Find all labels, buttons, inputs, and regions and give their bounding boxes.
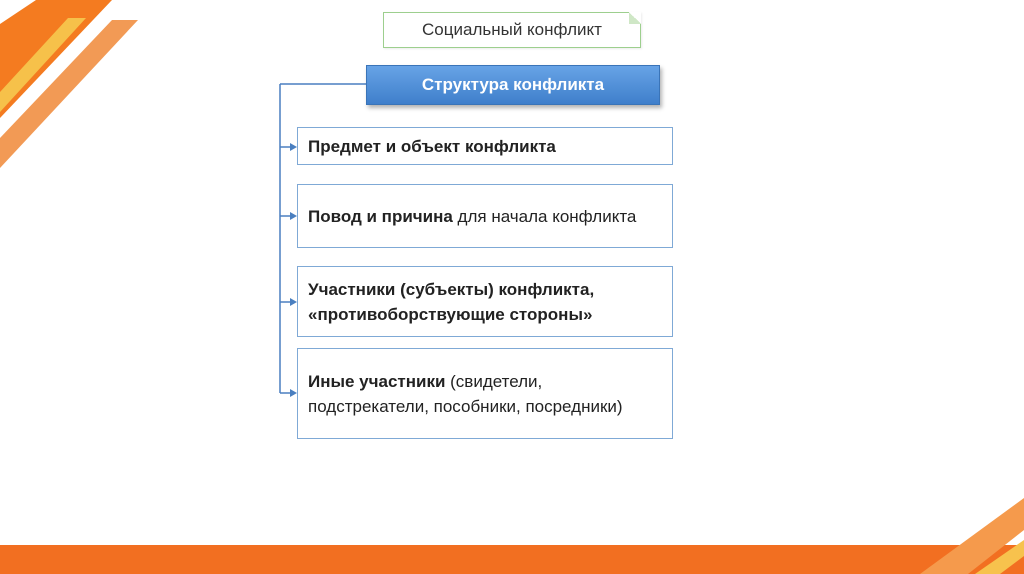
orange-stripe-top-left-thin — [0, 20, 138, 168]
structure-header-label: Структура конфликта — [421, 75, 605, 94]
item-3-bold: Участники (субъекты) конфликта, «противоборствующие стороны» — [308, 279, 595, 324]
yellow-stripe-top-left — [0, 18, 86, 112]
item-other-participants — [297, 348, 673, 439]
item-occasion-cause — [297, 184, 673, 248]
slide-title-box — [383, 12, 641, 48]
item-4-text: (свидетели, подстрекатели, пособники, посредники) — [308, 371, 623, 416]
item-2-text: для начала конфликта — [452, 206, 637, 226]
folded-corner — [629, 12, 641, 24]
yellow-stripe-bottom-right — [975, 540, 1024, 574]
item-subject-object — [297, 127, 673, 165]
connector-arrowheads — [290, 143, 297, 397]
slide-title: Социальный конфликт — [422, 20, 602, 39]
orange-stripe-top-left — [0, 0, 112, 118]
item-1-bold: Предмет и объект конфликта — [308, 136, 556, 156]
item-2-bold: Повод и причина — [308, 206, 453, 226]
structure-header — [366, 65, 660, 105]
orange-stripe-bottom-right — [920, 498, 1024, 574]
item-4-bold: Иные участники — [308, 371, 446, 391]
orange-band-bottom — [0, 545, 1024, 574]
item-participants — [297, 266, 673, 337]
